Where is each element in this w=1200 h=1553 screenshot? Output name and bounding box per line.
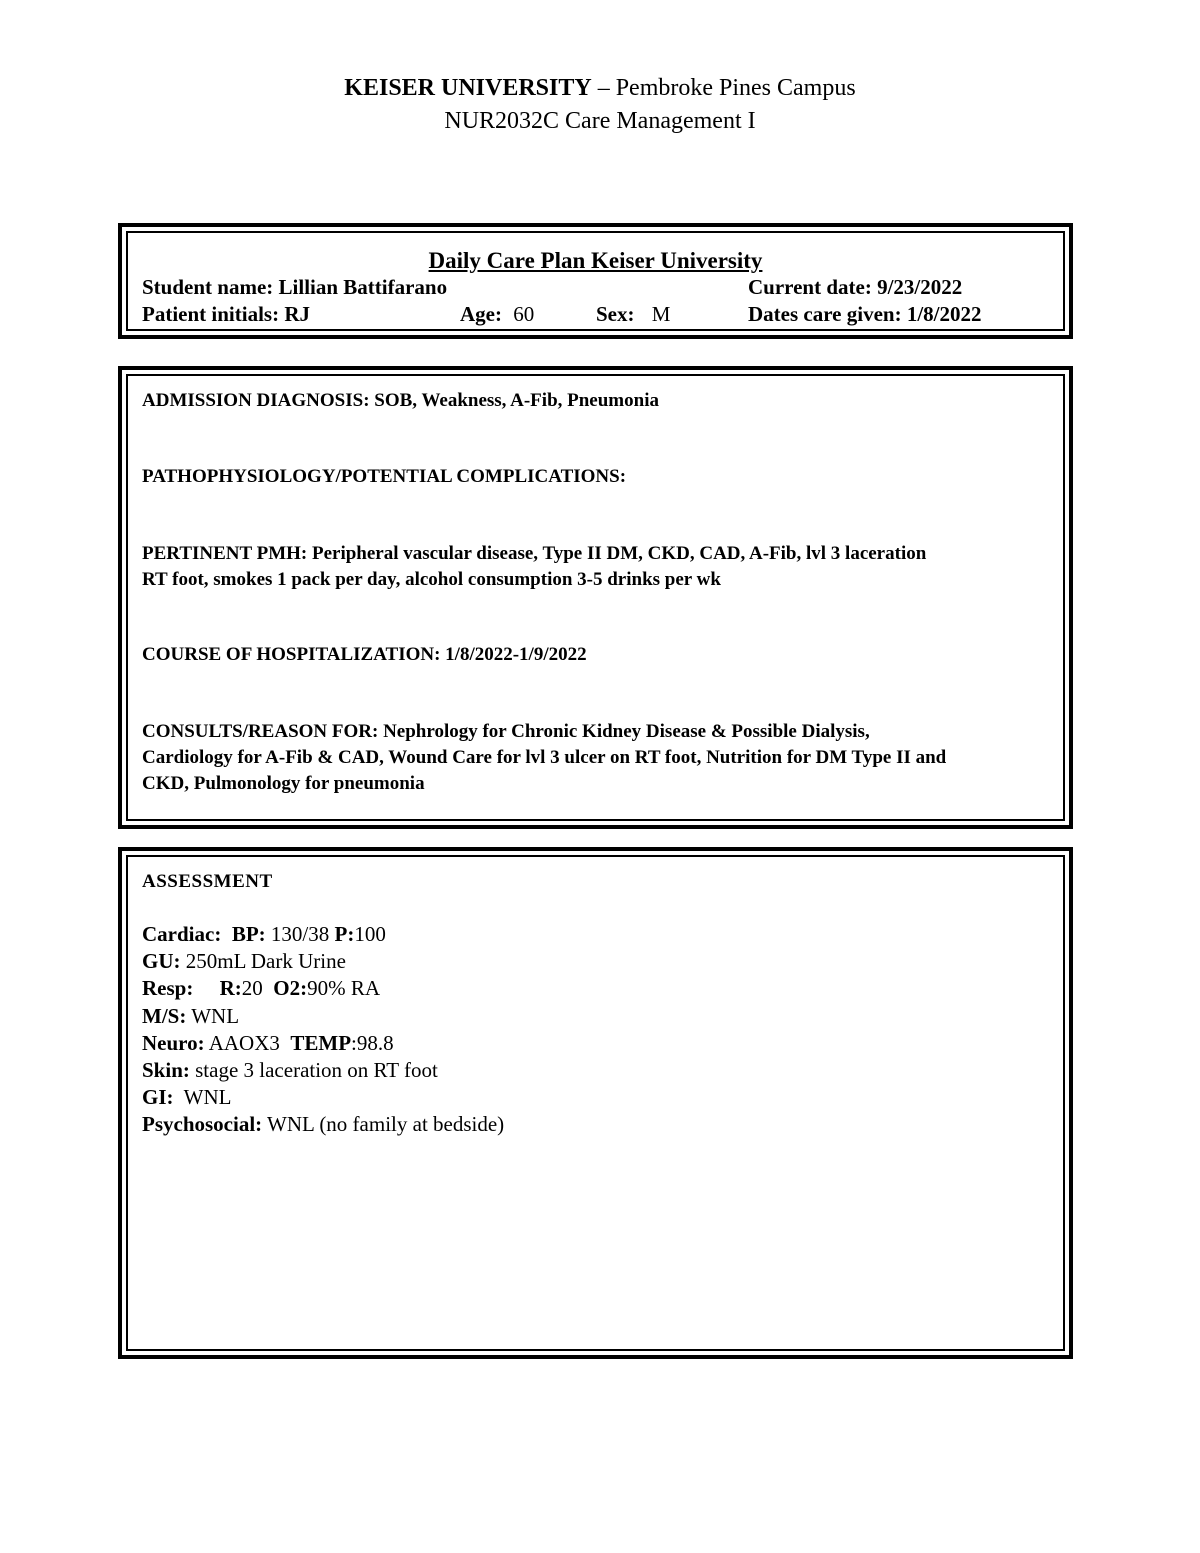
r-label: R: xyxy=(219,976,242,1001)
patient-initials-field xyxy=(142,301,310,328)
gi-line xyxy=(142,1084,504,1111)
cardiac-label: Cardiac: xyxy=(142,922,222,946)
student-row xyxy=(128,274,1063,301)
dates-care-value: 1/8/2022 xyxy=(906,302,982,326)
pmh-line-2: RT foot, smokes 1 pack per day, alcohol consumption 3-5 drinks per wk xyxy=(142,569,721,590)
consults-line-1: CONSULTS/REASON FOR: Nephrology for Chronic Kidney Disease & Possible Dialysis, xyxy=(142,721,870,742)
care-plan-title: Daily Care Plan Keiser University xyxy=(428,248,763,273)
cardiac-line xyxy=(142,921,504,948)
age-field xyxy=(460,301,534,328)
ms-label: M/S: xyxy=(142,1003,187,1028)
neuro-label: Neuro: xyxy=(142,1030,205,1055)
student-name-label: Student name: xyxy=(142,275,274,299)
bp-value: 130/38 xyxy=(270,922,330,946)
care-plan-info-box xyxy=(118,223,1073,339)
gi-value: WNL xyxy=(183,1085,232,1110)
gu-value: 250mL Dark Urine xyxy=(185,949,346,974)
patient-row xyxy=(128,301,1063,328)
skin-value: stage 3 laceration on RT foot xyxy=(195,1058,438,1083)
current-date-field xyxy=(748,274,962,301)
gu-line xyxy=(142,948,504,975)
sex-field xyxy=(596,301,670,328)
course-title: NUR2032C Care Management I xyxy=(444,108,756,134)
course-of-hospitalization: COURSE OF HOSPITALIZATION: 1/8/2022-1/9/2022 xyxy=(142,644,587,665)
clinical-details-inner xyxy=(126,374,1065,821)
patient-initials-value: RJ xyxy=(284,302,310,326)
student-field xyxy=(142,274,447,301)
r-value: 20 xyxy=(241,976,263,1001)
campus-name: – Pembroke Pines Campus xyxy=(597,75,856,101)
bp-label: BP: xyxy=(231,922,266,946)
consults-line-3: CKD, Pulmonology for pneumonia xyxy=(142,773,425,794)
student-name-value: Lillian Battifarano xyxy=(278,275,448,299)
psychosocial-value: WNL (no family at bedside) xyxy=(267,1112,505,1137)
clinical-details-box xyxy=(118,366,1073,829)
gi-label: GI: xyxy=(142,1085,174,1110)
assessment-title: ASSESSMENT xyxy=(142,871,273,892)
pmh-line-1: PERTINENT PMH: Peripheral vascular disease, Type II DM, CKD, CAD, A-Fib, lvl 3 laceration xyxy=(142,543,927,564)
pathophysiology-heading: PATHOPHYSIOLOGY/POTENTIAL COMPLICATIONS: xyxy=(142,466,627,487)
age-value: 60 xyxy=(513,302,535,326)
patient-initials-label: Patient initials: xyxy=(142,302,280,326)
ms-value: WNL xyxy=(191,1003,240,1028)
care-plan-info-inner xyxy=(126,231,1065,331)
assessment-list xyxy=(142,921,504,1139)
consults-line-2: Cardiology for A-Fib & CAD, Wound Care for lvl 3 ulcer on RT foot, Nutrition for DM Type II and xyxy=(142,747,947,768)
dates-care-field xyxy=(748,301,981,328)
o2-value: 90% RA xyxy=(307,976,381,1001)
skin-label: Skin: xyxy=(142,1058,190,1083)
current-date-value: 9/23/2022 xyxy=(877,275,963,299)
ms-line xyxy=(142,1003,504,1030)
temp-value: :98.8 xyxy=(351,1030,394,1055)
university-line xyxy=(0,72,1200,105)
temp-label: TEMP xyxy=(290,1030,352,1055)
sex-value: M xyxy=(651,302,671,326)
neuro-line xyxy=(142,1030,504,1057)
page-header xyxy=(0,72,1200,138)
age-label: Age: xyxy=(460,302,502,326)
p-value: 100 xyxy=(354,922,386,946)
pertinent-pmh xyxy=(142,541,1049,593)
consults xyxy=(142,719,1049,797)
resp-label: Resp: xyxy=(142,976,194,1001)
assessment-box xyxy=(118,847,1073,1359)
assessment-inner xyxy=(126,855,1065,1351)
psychosocial-line xyxy=(142,1111,504,1138)
psychosocial-label: Psychosocial: xyxy=(142,1112,263,1137)
neuro-value: AAOX3 xyxy=(208,1030,280,1055)
o2-label: O2: xyxy=(273,976,308,1001)
p-label: P: xyxy=(334,922,355,946)
dates-care-label: Dates care given: xyxy=(748,302,902,326)
skin-line xyxy=(142,1057,504,1084)
university-name: KEISER UNIVERSITY xyxy=(344,75,592,101)
resp-line xyxy=(142,975,504,1002)
gu-label: GU: xyxy=(142,949,181,974)
current-date-label: Current date: xyxy=(748,275,872,299)
sex-label: Sex: xyxy=(596,302,635,326)
admission-diagnosis: ADMISSION DIAGNOSIS: SOB, Weakness, A-Fib, Pneumonia xyxy=(142,390,659,411)
